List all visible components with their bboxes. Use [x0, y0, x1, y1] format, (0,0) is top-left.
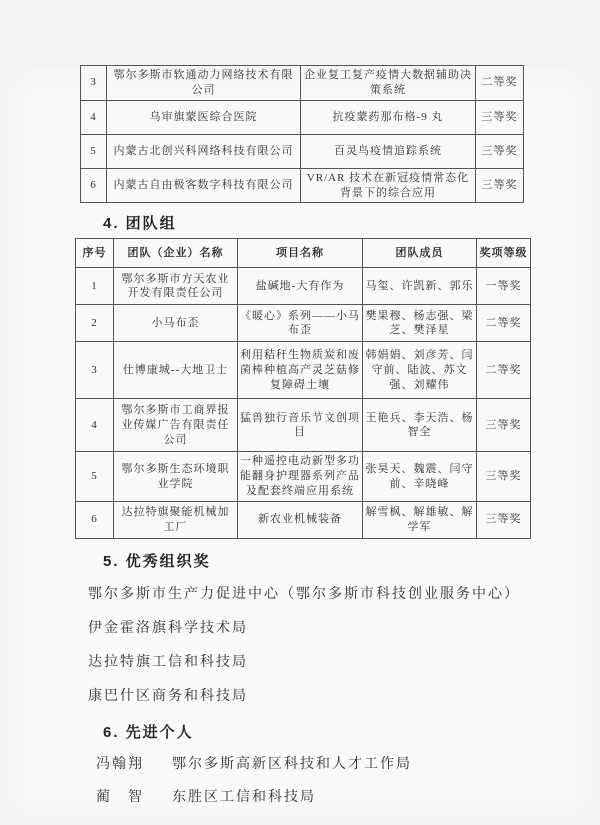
project-name: 猛兽独行音乐节文创项目 — [238, 399, 363, 452]
table-row — [76, 452, 531, 502]
section-title-team-group: 4. 团队组 — [103, 215, 177, 233]
row-number: 6 — [81, 168, 107, 203]
header-team: 团队（企业）名称 — [114, 239, 238, 268]
table-row — [76, 501, 531, 538]
org-list-item: 达拉特旗工信和科技局 — [88, 654, 248, 670]
team-name: 鄂尔多斯市工商界报业传媒广告有限责任公司 — [114, 399, 238, 452]
org-list-item: 鄂尔多斯市生产力促进中心（鄂尔多斯市科技创业服务中心） — [88, 586, 520, 602]
table-header-row — [76, 239, 531, 268]
row-number: 5 — [76, 452, 114, 502]
project-name: 利用秸秆生物质炭和废菌棒种植高产灵芝菇修复障碍土壤 — [238, 342, 363, 399]
advanced-individual-list — [96, 755, 600, 808]
section-title-excellent-org: 5. 优秀组织奖 — [103, 552, 211, 570]
row-number: 6 — [76, 501, 114, 538]
table-row — [76, 342, 531, 399]
table-row — [81, 168, 524, 203]
person-name: 冯翰翔 — [96, 756, 144, 772]
document-page — [0, 65, 600, 825]
project-name: 抗疫蒙药那布格-9 丸 — [301, 100, 476, 134]
org-list-item: 伊金霍洛旗科学技术局 — [88, 620, 248, 636]
header-award: 奖项等级 — [477, 239, 531, 268]
row-number: 2 — [76, 305, 114, 342]
row-number: 4 — [76, 399, 114, 452]
team-members: 张昊天、魏震、闫守前、辛晓峰 — [363, 452, 477, 502]
header-members: 团队成员 — [363, 239, 477, 268]
team-members: 韩娟娟、刘彦芳、闫守前、陆波、苏文强、刘耀伟 — [363, 342, 477, 399]
award-level: 三等奖 — [476, 100, 524, 134]
header-no: 序号 — [76, 239, 114, 268]
team-members: 马玺、许凯新、郭乐 — [363, 268, 477, 305]
team-name: 鄂尔多斯生态环境职业学院 — [114, 452, 238, 502]
table-row — [76, 399, 531, 452]
row-number: 1 — [76, 268, 114, 305]
team-name: 达拉特旗聚能机械加工厂 — [114, 501, 238, 538]
person-name: 蔺 智 — [96, 789, 144, 805]
award-level: 二等奖 — [477, 305, 531, 342]
row-number: 3 — [76, 342, 114, 399]
excellent-org-list — [88, 585, 600, 707]
org-list-item: 康巴什区商务和科技局 — [88, 688, 248, 704]
project-name: 企业复工复产疫情大数据辅助决策系统 — [301, 66, 476, 101]
person-list-item — [96, 755, 600, 775]
person-org: 东胜区工信和科技局 — [172, 789, 316, 805]
org-name: 乌审旗蒙医综合医院 — [107, 100, 301, 134]
project-name: VR/AR 技术在新冠疫情常态化背景下的综合应用 — [301, 168, 476, 203]
row-number: 4 — [81, 100, 107, 134]
award-level: 一等奖 — [477, 268, 531, 305]
team-name: 小马布歪 — [114, 305, 238, 342]
org-name: 内蒙古自由极客数字科技有限公司 — [107, 168, 301, 203]
person-list-item — [96, 788, 600, 808]
award-level: 三等奖 — [477, 501, 531, 538]
table-row — [81, 100, 524, 134]
enterprise-award-table — [80, 65, 524, 203]
award-level: 二等奖 — [476, 66, 524, 101]
team-name: 鄂尔多斯市方天农业开发有限责任公司 — [114, 268, 238, 305]
project-name: 一种遥控电动新型多功能翻身护理器系列产品及配套终端应用系统 — [238, 452, 363, 502]
award-level: 二等奖 — [477, 342, 531, 399]
team-name: 仕博康城--大地卫士 — [114, 342, 238, 399]
project-name: 《暖心》系列——小马布歪 — [238, 305, 363, 342]
section-title-advanced-individual: 6. 先进个人 — [103, 723, 194, 741]
award-level: 三等奖 — [476, 168, 524, 203]
org-name: 内蒙古北创兴科网络科技有限公司 — [107, 134, 301, 168]
header-project: 项目名称 — [238, 239, 363, 268]
table-row — [76, 268, 531, 305]
award-level: 三等奖 — [476, 134, 524, 168]
team-award-table — [75, 238, 531, 539]
project-name: 新农业机械装备 — [238, 501, 363, 538]
team-members: 樊果穆、杨志强、梁芝、樊泽星 — [363, 305, 477, 342]
team-members: 解雪枫、解雄敏、解学军 — [363, 501, 477, 538]
project-name: 百灵鸟疫情追踪系统 — [301, 134, 476, 168]
project-name: 盐碱地-大有作为 — [238, 268, 363, 305]
row-number: 3 — [81, 66, 107, 101]
table-row — [76, 305, 531, 342]
table-row — [81, 66, 524, 101]
row-number: 5 — [81, 134, 107, 168]
org-name: 鄂尔多斯市软通动力网络技术有限公司 — [107, 66, 301, 101]
person-org: 鄂尔多斯高新区科技和人才工作局 — [172, 756, 412, 772]
team-members: 王艳兵、李天浩、杨智全 — [363, 399, 477, 452]
award-level: 三等奖 — [477, 452, 531, 502]
table-row — [81, 134, 524, 168]
award-level: 三等奖 — [477, 399, 531, 452]
